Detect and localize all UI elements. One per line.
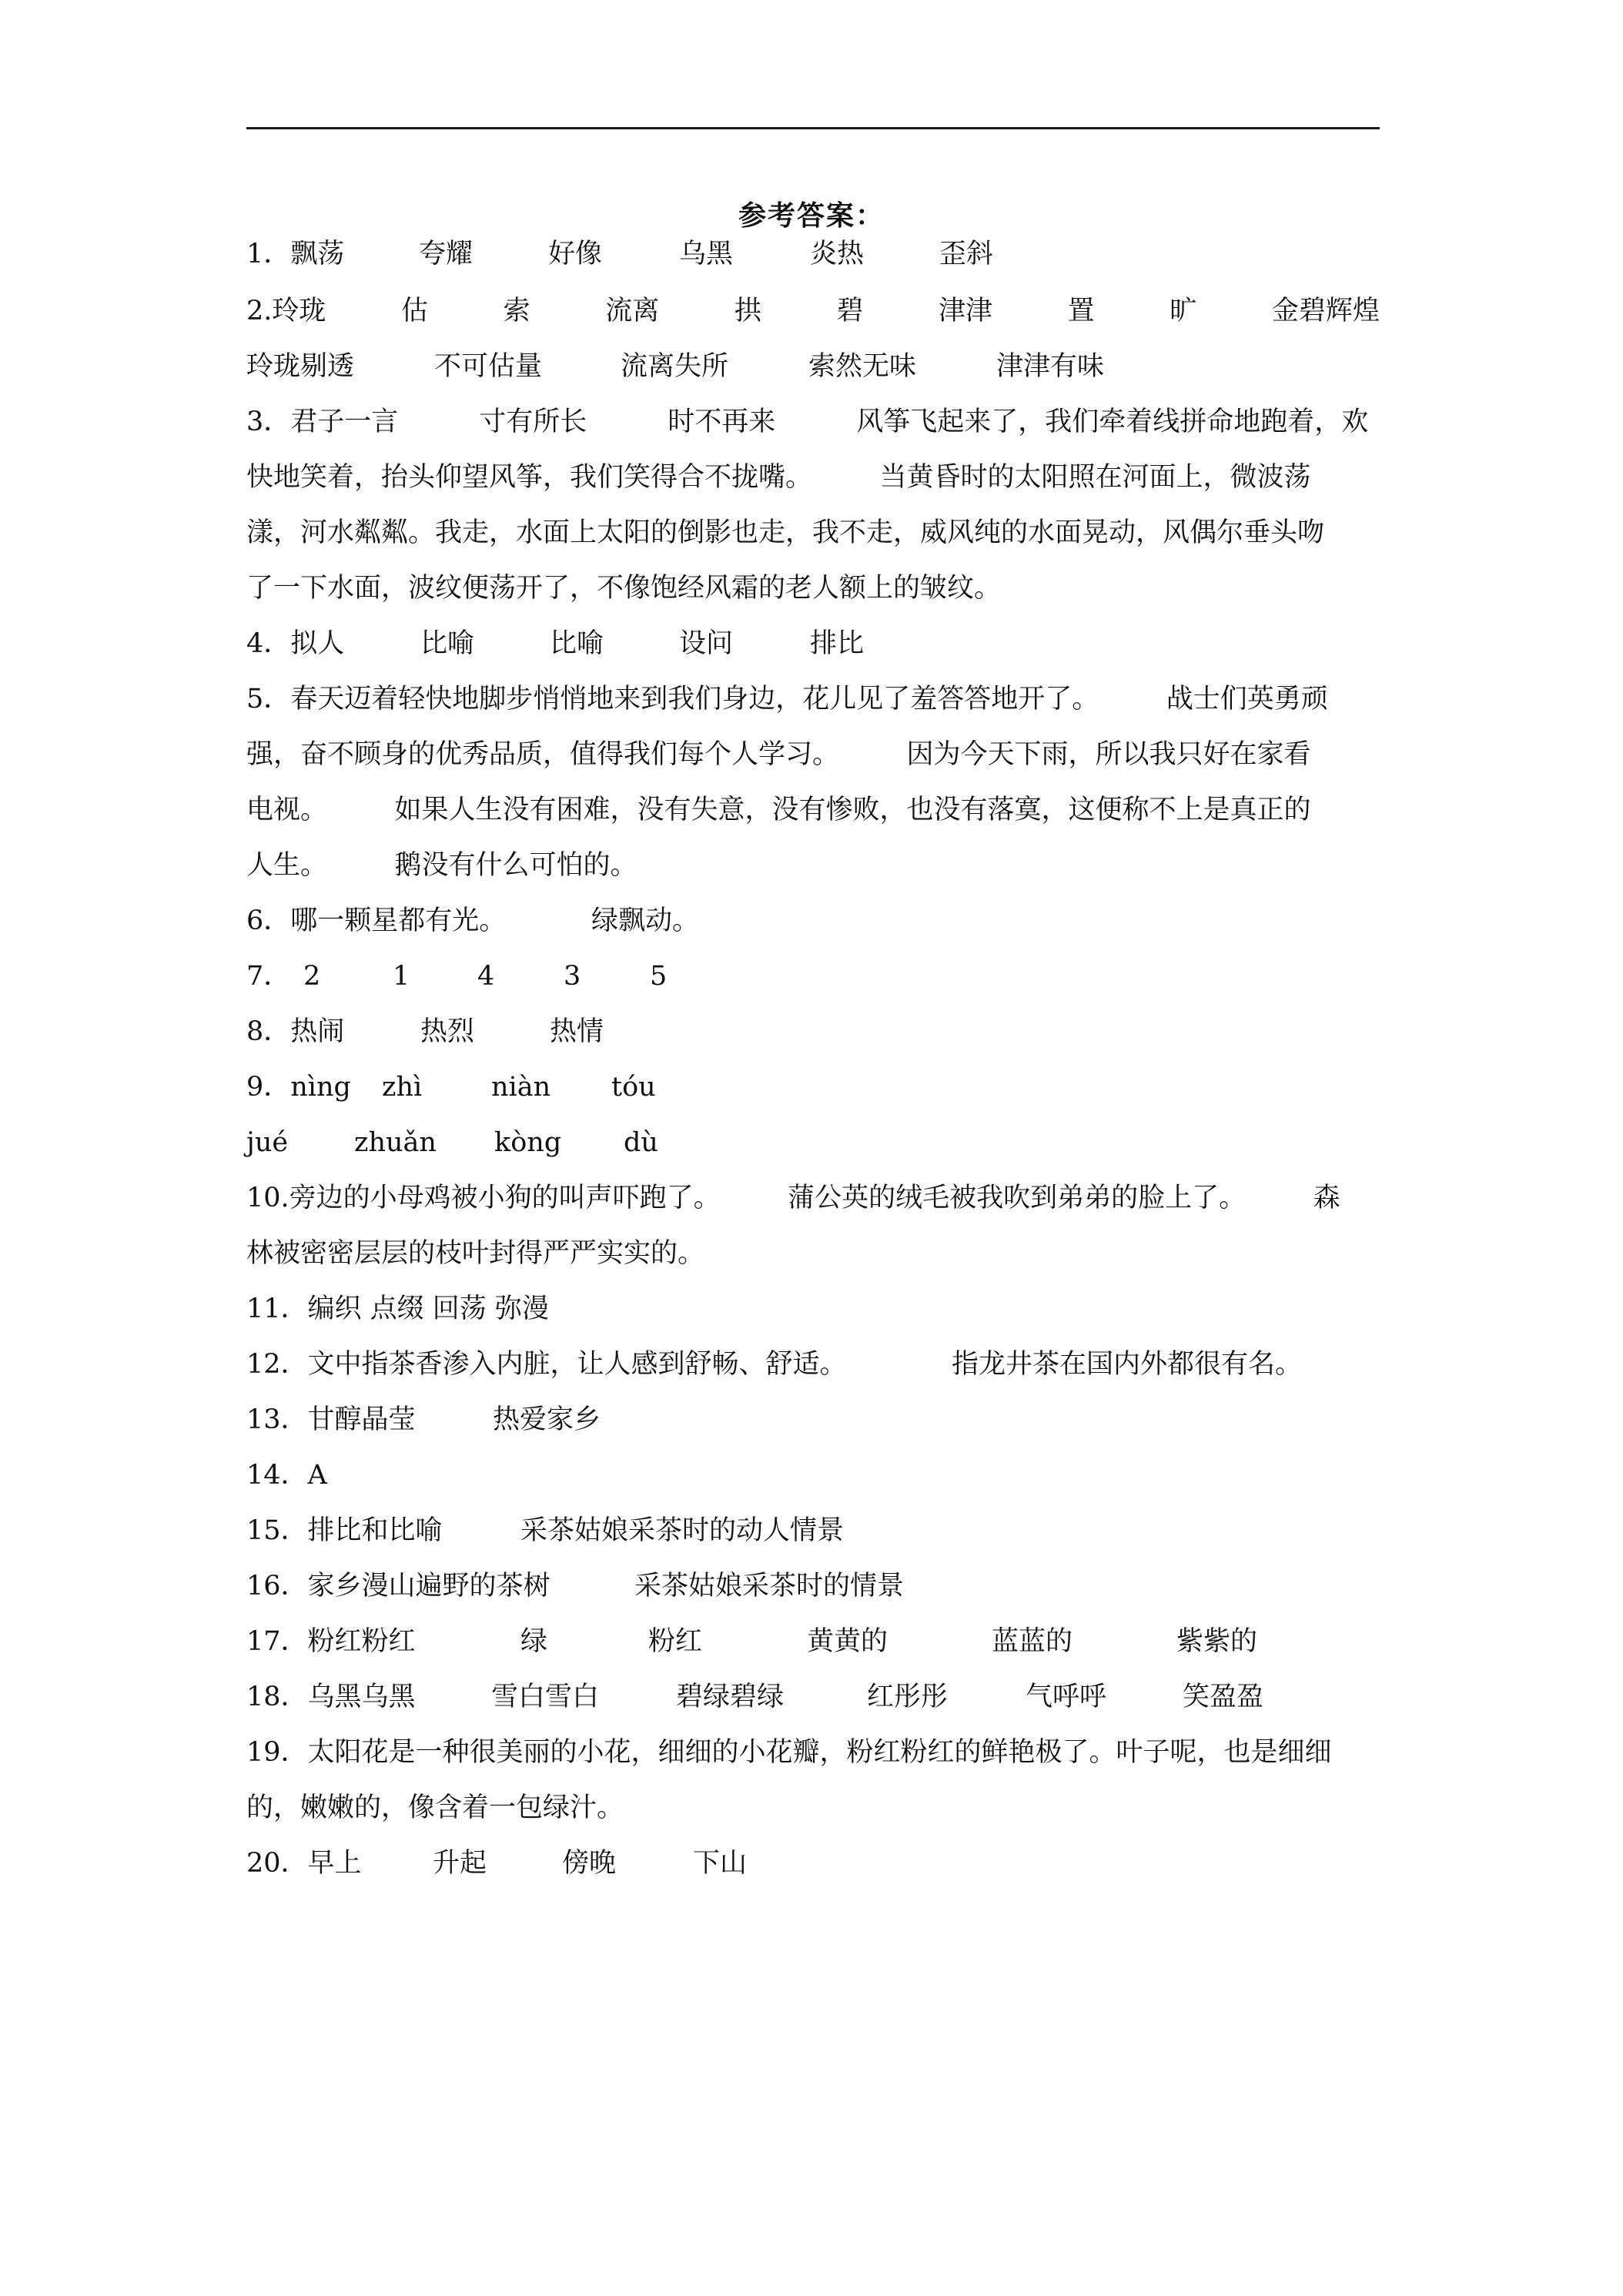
answer-text: 热爱家乡 [493, 1404, 601, 1435]
answer-text: 碧 [836, 296, 864, 326]
answer-text: 采茶姑娘采茶时的情景 [634, 1571, 905, 1602]
answer-text: 排比 [810, 628, 865, 659]
answer-text: 4 [477, 961, 495, 992]
answer-text: 歪斜 [939, 239, 994, 269]
answer-text: 估 [401, 296, 429, 326]
answer-text: 碧绿碧绿 [676, 1682, 785, 1712]
answer-text: dù [624, 1127, 658, 1158]
answer-text: tóu [611, 1072, 656, 1103]
answer-text: 2 [303, 961, 321, 992]
answer-text: 玲珑剔透 [246, 351, 355, 382]
answer-text: 金碧辉煌 [1271, 296, 1380, 326]
answer-text: 升起 [433, 1848, 487, 1879]
answer-text: 7． [246, 961, 291, 992]
answer-text: 蓝蓝的 [992, 1626, 1073, 1657]
answer-3-line: 了一下水面，波纹便荡开了，不像饱经风霜的老人额上的皱纹。 [246, 573, 1002, 604]
answer-text: 16．家乡漫山遍野的茶树 [246, 1571, 550, 1602]
answer-text: 1 [393, 961, 410, 992]
answer-text: 流离 [605, 296, 660, 326]
answer-text: 比喻 [420, 628, 475, 659]
answer-text: 傍晚 [562, 1848, 617, 1879]
answer-text: 津津 [939, 296, 993, 326]
answer-3-line: 漾，河水粼粼。我走，水面上太阳的倒影也走，我不走，威风纯的水面晃动，风偶尔垂头吻 [246, 517, 1325, 548]
answer-10-line: 10.旁边的小母鸡被小狗的叫声吓跑了。 蒲公英的绒毛被我吹到弟弟的脸上了。 森 [246, 1183, 1340, 1213]
answer-text: 9．nìng [246, 1072, 351, 1103]
answer-text: 设问 [679, 628, 734, 659]
answer-2-words [246, 288, 1380, 334]
answer-text: 热情 [550, 1016, 604, 1047]
answer-text: zhuǎn [354, 1127, 437, 1158]
page-title: 参考答案： [738, 199, 885, 232]
answer-text: 好像 [548, 239, 603, 269]
answer-text: 3 [564, 961, 581, 992]
answer-text: 绿飘动。 [591, 905, 700, 936]
answer-text: 炎热 [810, 239, 865, 269]
answer-text: jué [246, 1127, 289, 1158]
answer-text: 索然无味 [808, 351, 917, 382]
answer-19-line: 19．太阳花是一种很美丽的小花，细细的小花瓣，粉红粉红的鲜艳极了。叶子呢，也是细细 [246, 1737, 1332, 1768]
answer-text: 黄黄的 [807, 1626, 888, 1657]
answer-text: 拱 [734, 296, 761, 326]
answer-text: 15．排比和比喻 [246, 1515, 443, 1546]
answer-3-line: 3．君子一言 寸有所长 时不再来 风筝飞起来了，我们牵着线拼命地跑着，欢 [246, 407, 1369, 437]
answer-text: 18．乌黑乌黑 [246, 1682, 416, 1712]
answer-text: 6．哪一颗星都有光。 [246, 905, 507, 936]
answer-text: 13．甘醇晶莹 [246, 1404, 416, 1435]
answer-text: 不可估量 [434, 351, 543, 382]
answer-text: 紫紫的 [1176, 1626, 1258, 1657]
answer-text: 流离失所 [621, 351, 729, 382]
answer-text: 索 [503, 296, 530, 326]
answer-text: 4．拟人 [246, 628, 345, 659]
answer-text: 雪白雪白 [491, 1682, 600, 1712]
answer-text: 比喻 [550, 628, 604, 659]
header-rule [246, 127, 1380, 129]
answer-text: 置 [1067, 296, 1095, 326]
answer-text: 津津有味 [996, 351, 1105, 382]
answer-text: 粉红 [648, 1626, 703, 1657]
answer-text: niàn [491, 1072, 551, 1103]
answer-text: 1．飘荡 [246, 239, 345, 269]
answer-text: 20．早上 [246, 1848, 362, 1879]
answer-text: 绿 [520, 1626, 548, 1657]
answer-5-line: 5．春天迈着轻快地脚步悄悄地来到我们身边，花儿见了羞答答地开了。 战士们英勇顽 [246, 684, 1328, 715]
answer-text: 17．粉红粉红 [246, 1626, 416, 1657]
answer-5-line: 强，奋不顾身的优秀品质，值得我们每个人学习。 因为今天下雨，所以我只好在家看 [246, 739, 1311, 770]
answer-text: 5 [650, 961, 668, 992]
answer-text: 红彤彤 [867, 1682, 949, 1712]
answer-text: kòng [494, 1127, 562, 1158]
answer-text: 采茶姑娘采茶时的动人情景 [520, 1515, 845, 1546]
answer-5-line: 电视。 如果人生没有困难，没有失意，没有惨败，也没有落寞，这便称不上是真正的 [246, 795, 1311, 825]
answer-text: 8．热闹 [246, 1016, 345, 1047]
answer-text: 下山 [693, 1848, 748, 1879]
answer-text: 夸耀 [419, 239, 474, 269]
answer-text: 2.玲珑 [246, 296, 326, 326]
answer-text: 指龙井茶在国内外都很有名。 [952, 1349, 1303, 1380]
answer-text: 气呼呼 [1026, 1682, 1107, 1712]
answer-text: 旷 [1170, 296, 1197, 326]
answer-text: zhì [382, 1072, 423, 1103]
answer-10-line: 林被密密层层的枝叶封得严严实实的。 [246, 1238, 705, 1269]
answer-11: 11．编织 点缀 回荡 弥漫 [246, 1294, 549, 1324]
answer-text: 12．文中指茶香渗入内脏，让人感到舒畅、舒适。 [246, 1349, 847, 1380]
answer-19-line: 的，嫩嫩的，像含着一包绿汁。 [246, 1792, 624, 1823]
answer-5-line: 人生。 鹅没有什么可怕的。 [246, 850, 637, 881]
answer-14: 14．A [246, 1460, 327, 1491]
answer-3-line: 快地笑着，抬头仰望风筝，我们笑得合不拢嘴。 当黄昏时的太阳照在河面上，微波荡 [246, 462, 1311, 493]
answer-text: 乌黑 [679, 239, 734, 269]
answer-text: 热烈 [420, 1016, 475, 1047]
answer-text: 笑盈盈 [1183, 1682, 1264, 1712]
